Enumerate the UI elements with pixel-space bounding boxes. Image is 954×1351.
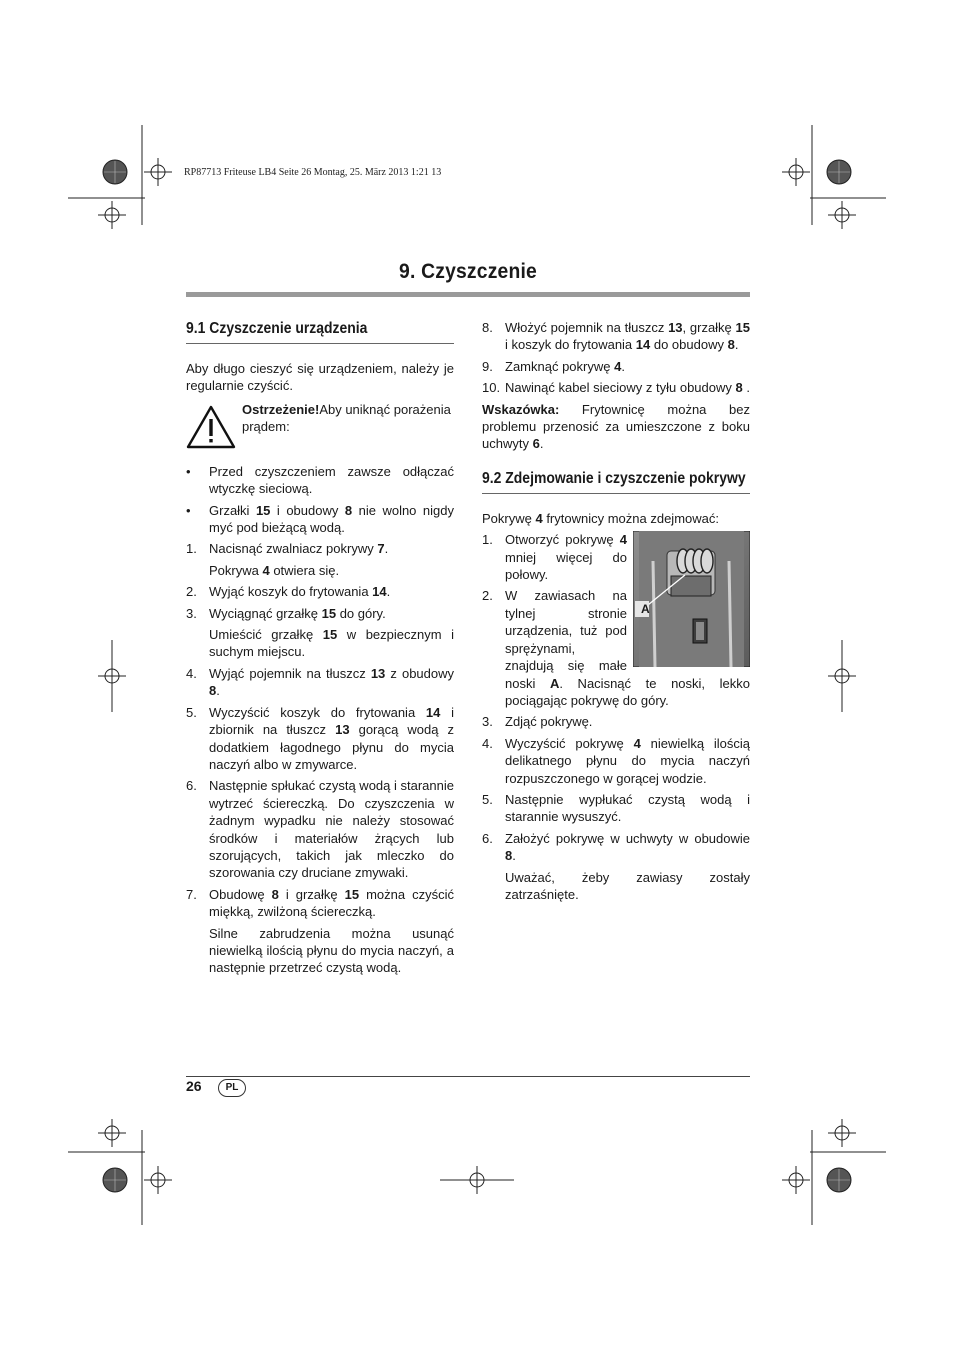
section-heading: 9.2 Zdejmowanie i czyszczenie pokrywy	[482, 469, 746, 487]
list-item-note	[186, 562, 454, 579]
list-marker: 1.	[186, 541, 197, 557]
reference-number: 8	[735, 380, 743, 396]
text-run: .	[742, 380, 750, 396]
text-run: można czyścić miękką, zwilżoną ściereczką.	[209, 886, 454, 920]
section-intro: Aby długo cieszyć się urządzeniem, należy je regularnie czyścić.	[186, 361, 454, 394]
left-column	[186, 319, 454, 977]
reference-number: 8	[727, 337, 735, 353]
image-callout-a: A	[641, 602, 650, 617]
list-marker: 5.	[482, 791, 493, 807]
list-item	[482, 531, 750, 583]
list-marker: •	[186, 463, 191, 479]
reference-number: 14	[425, 704, 441, 720]
reference-number: A	[549, 675, 560, 691]
text-run: do góry.	[336, 605, 386, 621]
text-run: i zbiornik na tłuszcz	[209, 704, 454, 738]
text-run: i grzałkę	[278, 886, 345, 902]
list-item	[482, 830, 750, 865]
list-marker: 3.	[186, 605, 197, 621]
list-marker: 10.	[482, 380, 501, 396]
text-run: Wyczyścić pokrywę	[505, 735, 634, 751]
text-run: .	[621, 358, 625, 374]
warning-box	[186, 401, 454, 449]
list-marker: 4.	[482, 735, 493, 751]
text-run: Frytownicę można bez problemu przenosić za umieszczone z boku uchwyty	[482, 401, 750, 452]
reference-number: 15	[322, 627, 338, 643]
text-run: .	[384, 541, 389, 557]
list-item	[186, 704, 454, 774]
text-run: Następnie wypłukać czystą wodą i starannie wysuszyć.	[505, 791, 750, 825]
reference-number: 8	[344, 502, 353, 518]
text-run: Wyciągnąć grzałkę	[209, 605, 322, 621]
text-run: Obudowę	[209, 886, 272, 902]
reference-number: 13	[668, 320, 683, 335]
section-heading: 9.1 Czyszczenie urządzenia	[186, 320, 368, 337]
text-run: .	[734, 337, 739, 353]
list-item	[186, 540, 454, 557]
warning-triangle-icon	[186, 405, 236, 449]
list-item	[186, 502, 454, 537]
list-marker: 1.	[482, 532, 493, 548]
step-list	[186, 540, 454, 976]
warning-label: Ostrzeżenie!	[242, 401, 320, 417]
list-marker: 9.	[482, 358, 493, 374]
language-badge: PL	[218, 1079, 246, 1097]
list-marker: •	[186, 502, 191, 518]
reference-number: 4	[633, 735, 641, 751]
list-item	[482, 358, 750, 375]
list-item-note	[186, 626, 454, 661]
text-run: Nacisnąć zwalniacz pokrywy	[209, 541, 378, 557]
reference-number: 8	[505, 848, 513, 864]
reference-number: 15	[255, 502, 271, 518]
text-run: Umieścić grzałkę	[209, 627, 323, 643]
text-run: Założyć pokrywę w uchwyty w obudowie	[505, 830, 750, 846]
section-rule	[186, 343, 454, 344]
text-run: frytownicy można zdejmować:	[542, 510, 719, 526]
bullet-list	[186, 463, 454, 537]
warning-text	[242, 401, 454, 436]
section-intro	[482, 510, 750, 527]
warning-body: Aby uniknąć porażenia prądem:	[242, 401, 451, 435]
reference-number: 8	[209, 683, 217, 699]
reference-number: 15	[321, 605, 337, 621]
text-run: Grzałki	[209, 502, 256, 518]
text-run: Włożyć pojemnik na tłuszcz	[505, 320, 669, 335]
text-run: Zamknąć pokrywę	[505, 358, 615, 374]
list-item	[482, 713, 750, 730]
text-run: .	[386, 584, 391, 600]
list-item	[186, 605, 454, 622]
reference-number: 14	[635, 337, 651, 353]
reference-number: 6	[532, 436, 540, 452]
reference-number: 15	[344, 886, 360, 902]
print-slug: RP87713 Friteuse LB4 Seite 26 Montag, 25. März 2013 1:21 13	[184, 167, 442, 178]
list-item	[482, 319, 750, 354]
text-run: Zdjąć pokrywę.	[505, 714, 593, 730]
reference-number: 15	[735, 320, 750, 335]
list-item-note	[482, 869, 750, 904]
section-rule	[482, 493, 750, 494]
hint-paragraph	[482, 401, 750, 453]
list-item	[186, 583, 454, 600]
list-marker: 2.	[482, 588, 493, 604]
reference-number: 4	[614, 358, 622, 374]
list-item	[482, 587, 750, 709]
text-run: Przed czyszczeniem zawsze odłączać wtyczkę sieciową.	[209, 463, 454, 497]
list-item	[186, 463, 454, 498]
list-item	[186, 777, 454, 881]
right-column	[482, 319, 750, 903]
reference-number: 13	[370, 665, 386, 681]
text-run: i obudowy	[270, 502, 345, 518]
text-run: Uważać, żeby zawiasy zostały zatrzaśnięte.	[505, 869, 750, 902]
text-run: Otworzyć pokrywę	[505, 532, 620, 548]
text-run: w bezpiecznym i suchym miejscu.	[209, 627, 454, 660]
list-marker: 3.	[482, 714, 493, 730]
text-run: .	[539, 436, 544, 452]
footer-rule	[186, 1076, 750, 1077]
chapter-title: 9. Czyszczenie	[399, 260, 537, 283]
text-run: W zawiasach na tylnej stronie urządzenia, tuż pod sprężynami, znajdują się małe noski	[505, 588, 627, 691]
text-run: Pokrywa	[209, 562, 263, 578]
text-run: z obudowy	[385, 665, 455, 681]
text-run: Pokrywę	[482, 510, 536, 526]
text-run: Nawinąć kabel sieciowy z tyłu obudowy	[505, 380, 736, 396]
text-run: Wyjąć koszyk do frytowania	[209, 584, 373, 600]
list-marker: 5.	[186, 704, 197, 720]
step-list	[482, 531, 750, 903]
text-run: do obudowy	[650, 337, 728, 353]
reference-number: 14	[372, 584, 387, 600]
reference-number: 8	[271, 886, 279, 902]
text-run: , grzałkę	[682, 320, 736, 335]
text-run: mniej więcej do połowy.	[505, 549, 627, 583]
text-run: i koszyk do frytowania	[505, 337, 636, 353]
step-list-continued	[482, 319, 750, 397]
page-number: 26	[186, 1078, 202, 1094]
text-run: Wyczyścić koszyk do frytowania	[209, 704, 426, 720]
list-item-note	[186, 925, 454, 977]
reference-number: 4	[262, 562, 270, 578]
list-marker: 2.	[186, 584, 197, 600]
text-run: niewielką ilością delikatnego płynu do mycia naczyń rozpuszczonego w gorącej wodzie.	[505, 735, 750, 786]
list-marker: 6.	[186, 778, 197, 794]
list-marker: 4.	[186, 665, 197, 681]
reference-number: 4	[619, 532, 627, 548]
list-marker: 6.	[482, 830, 493, 846]
reference-number: 7	[377, 541, 385, 557]
list-marker: 7.	[186, 886, 197, 902]
text-run: gorącą wodą z dodatkiem łagodnego płynu do mycia naczyń albo w zmywarce.	[209, 722, 454, 772]
list-item	[186, 886, 454, 921]
title-bar	[186, 292, 750, 297]
hint-label: Wskazówka:	[482, 401, 560, 417]
text-run: Następnie spłukać czystą wodą i starannie wytrzeć ściereczką. Do czyszczenia w żadnym wypadku nie należy stosować środków i materiałów żrących lub szorujących, takich jak mleczko do szorowania czy druciane zmywaki.	[209, 778, 454, 881]
list-item	[186, 665, 454, 700]
text-run: .	[216, 683, 220, 699]
list-item	[482, 379, 750, 396]
list-marker: 8.	[482, 320, 493, 335]
text-run: Wyjąć pojemnik na tłuszcz	[209, 665, 371, 681]
reference-number: 13	[335, 722, 350, 738]
text-run: nie wolno nigdy myć pod bieżącą wodą.	[209, 502, 454, 536]
text-run: Silne zabrudzenia można usunąć niewielką ilością płynu do mycia naczyń, a następnie przetrzeć czystą wodą.	[209, 925, 454, 976]
reference-number: 4	[535, 510, 543, 526]
list-item	[482, 791, 750, 826]
list-item	[482, 735, 750, 787]
text-run: . Nacisnąć te noski, lekko pociągając pokrywę do góry.	[505, 675, 750, 708]
text-run: otwiera się.	[269, 562, 340, 578]
text-run: .	[512, 848, 516, 864]
